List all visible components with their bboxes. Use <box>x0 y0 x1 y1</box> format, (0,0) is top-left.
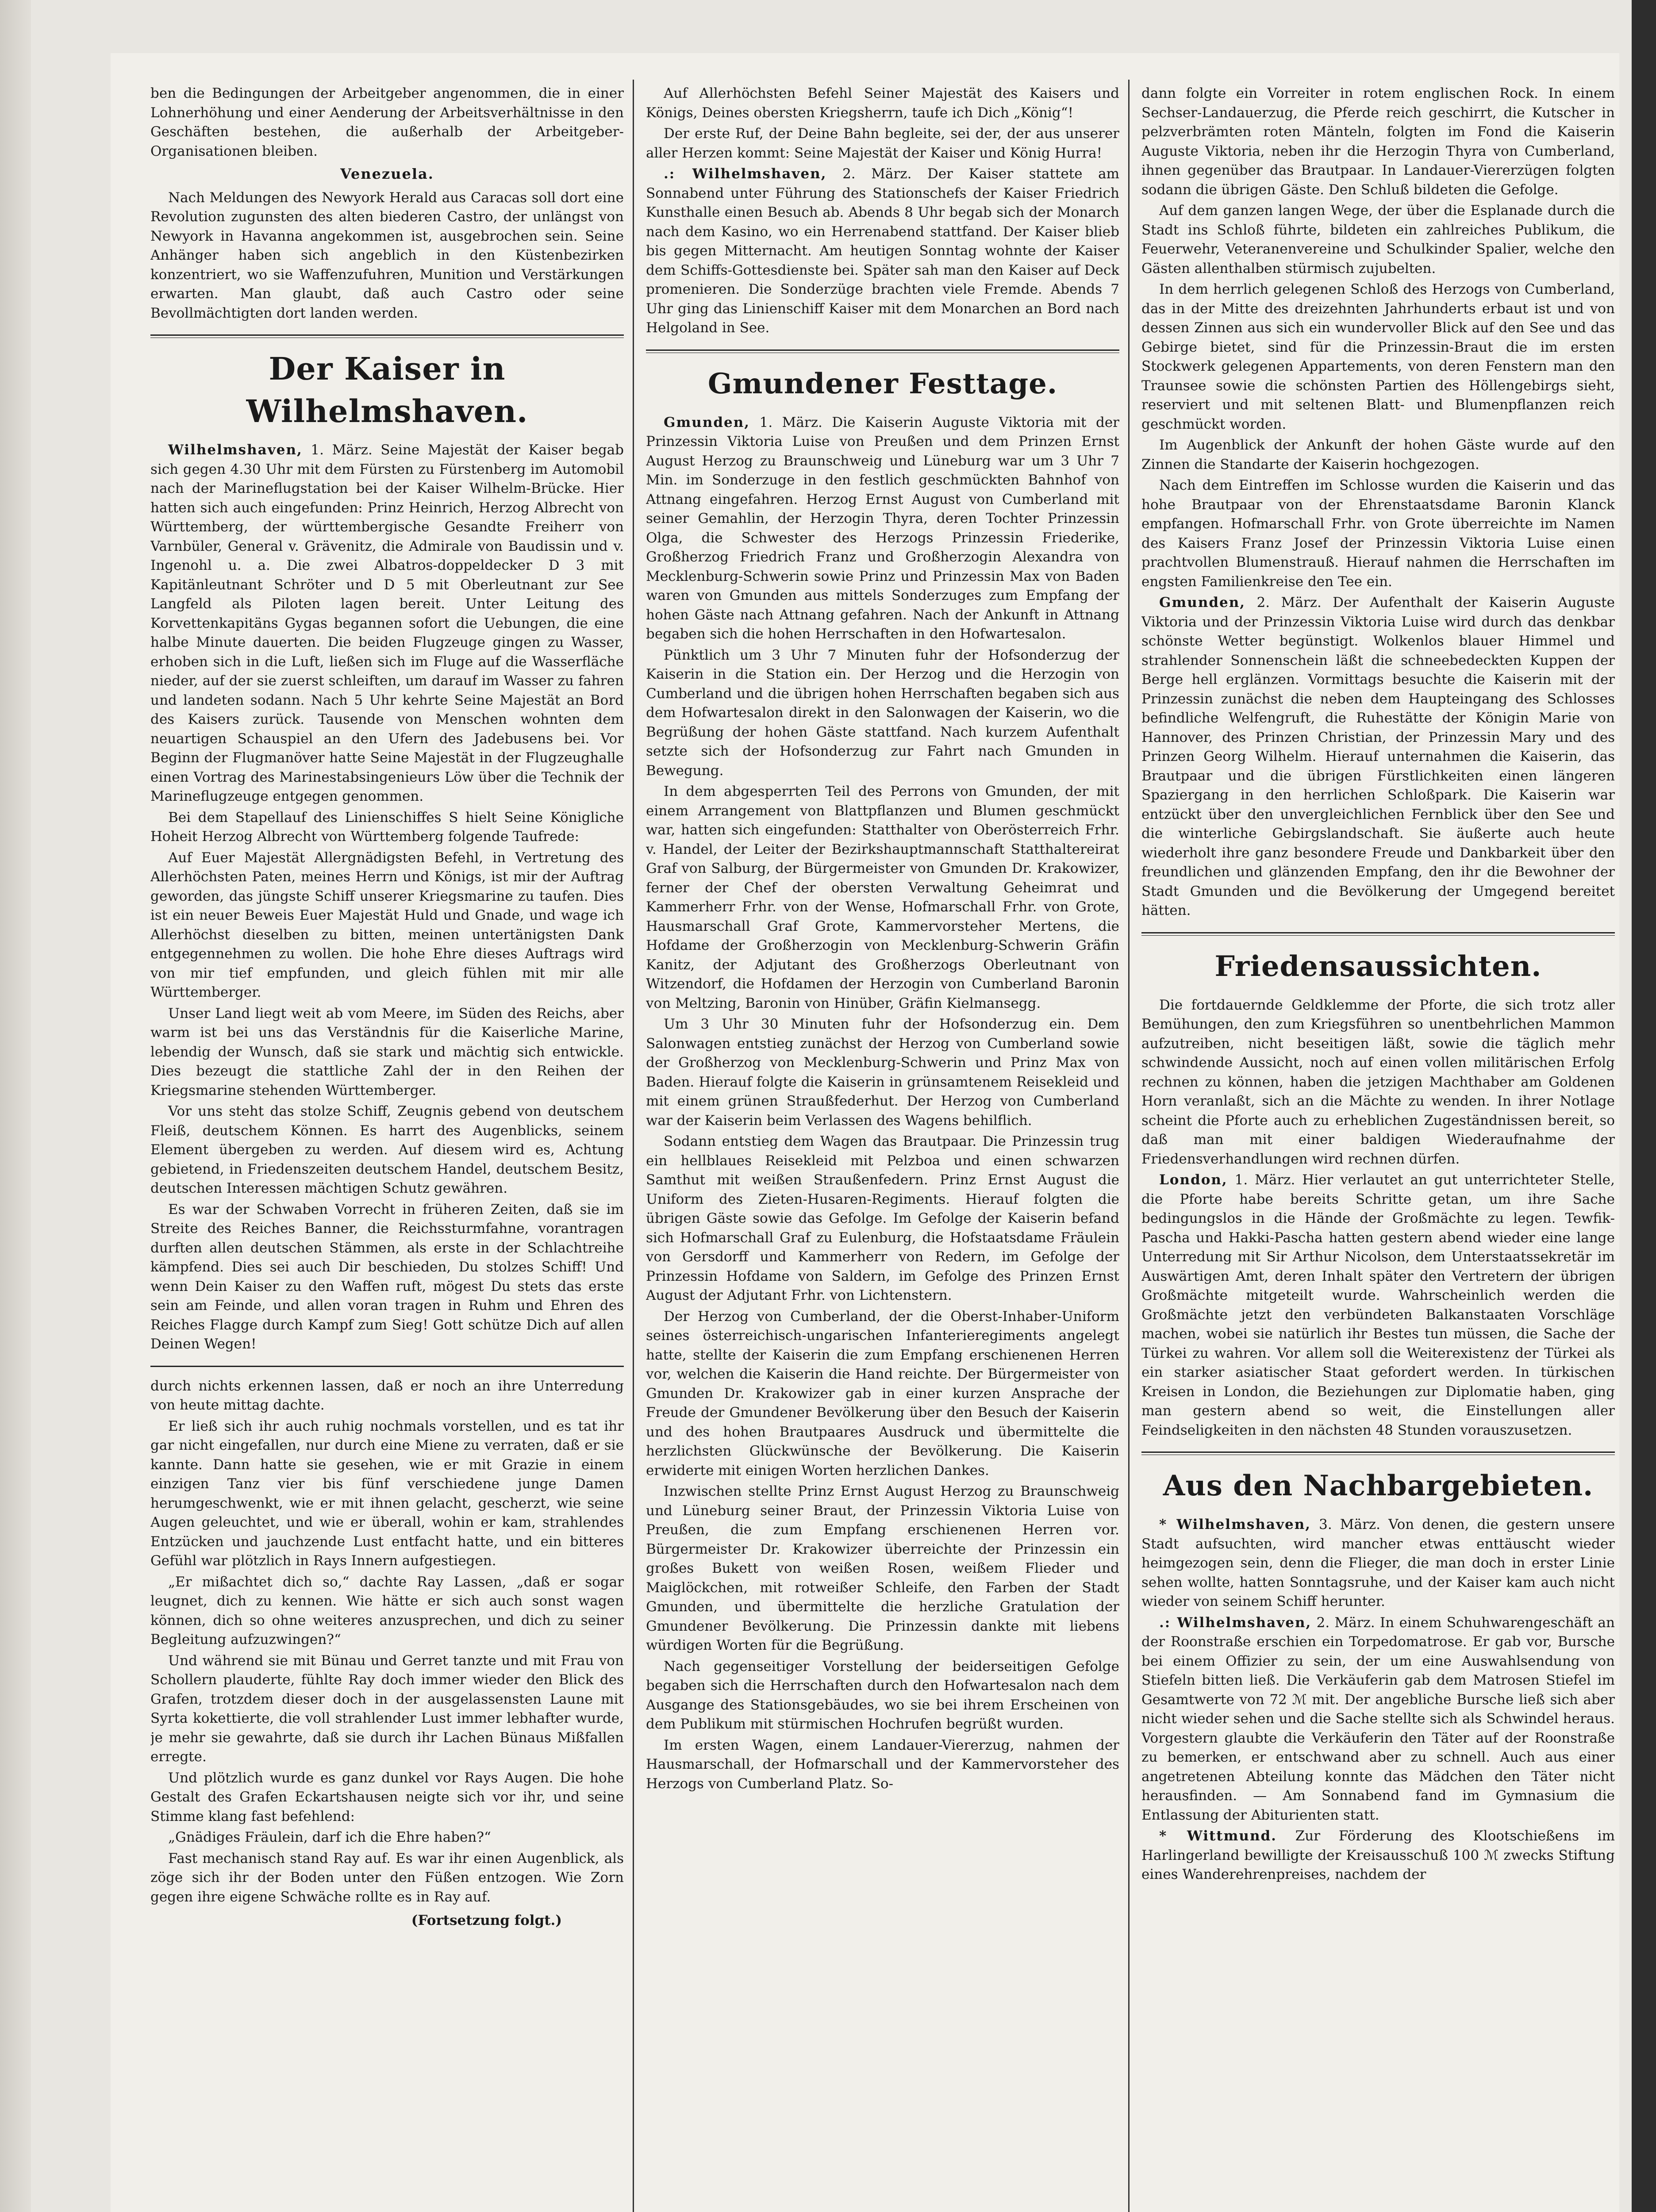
headline-kaiser-in-wilhelmshaven: Der Kaiser in Wilhelmshaven. <box>246 350 528 430</box>
dateline: .: Wilhelmshaven, <box>664 166 827 182</box>
paragraph: Bei dem Stapellauf des Linienschiffes S hielt Seine Königliche Hoheit Herzog Albrecht von Württemberg folgende Taufrede: <box>150 809 624 845</box>
section-subhead-venezuela: Venezuela. <box>340 165 434 182</box>
paragraph: Gmunden, 1. März. Die Kaiserin Auguste Viktoria mit der Prinzessin Viktoria Luise von Preußen und dem Prinzen Ernst August Herzog zu Braunschweig und Lüneburg war um 3 Uhr 7 Min. im Sonderzuge in den festlich geschmückten Bahnhof von Attnang eingefahren. Herzog Ernst August von Cumberland mit seiner Gemahlin, der Herzogin Thyra, deren Tochter Prinzessin Olga, die Schwester des Herzogs Prinzessin Friederike, Großherzog Friedrich Franz und Großherzogin Alexandra von Mecklenburg-Schwerin sowie Prinz und Prinzessin Max von Baden waren von Gmunden aus mittels Sonderzuges zum Empfang der hohen Gäste nach Attnang gefahren. Nach der Ankunft in Attnang begaben sich die hohen Herrschaften in den Hofwartesalon. <box>646 414 1119 642</box>
paragraph: Auf Euer Majestät Allergnädigsten Befehl, in Vertretung des Allerhöchsten Paten, meines Herrn und Königs, ist mir der Auftrag geworden, das jüngste Schiff unserer Kriegsmarine zu taufen. Dies ist ein neuer Beweis Euer Majestät Huld und Gnade, und wage ich Allerhöchst dieselben zu bitten, meinen untertänigsten Dank entgegennehmen zu wollen. Die hohe Ehre dieses Auftrags wird von mir tief empfunden, und gleich fühlen mit mir alle Württemberger. <box>150 849 624 1000</box>
paragraph: dann folgte ein Vorreiter in rotem englischen Rock. In einem Sechser-Landauerzug, die Pferde reich geschirrt, die Kutscher in pelzverbrämten roten Mänteln, folgten im Fond die Kaiserin Auguste Viktoria, neben ihr die Herzogin Thyra von Cumberland, ihnen gegenüber das Brautpaar. In Landauer-Viererzügen folgten sodann die übrigen Gäste. Den Schluß bildeten die Gefolge. <box>1141 85 1615 198</box>
paragraph: durch nichts erkennen lassen, daß er noch an ihre Unterredung von heute mittag dachte. <box>150 1378 624 1413</box>
paragraph: Um 3 Uhr 30 Minuten fuhr der Hofsonderzug ein. Dem Salonwagen entstieg zunächst der Herzog von Cumberland sowie der Großherzog von Mecklenburg-Schwerin und Prinz Max von Baden. Hierauf folgte die Kaiserin in grünsamtenem Reisekleid und mit einem grünen Straußfederhut. Der Herzog von Cumberland war der Kaiserin beim Verlassen des Wagens behilflich. <box>646 1016 1119 1129</box>
paragraph: Nach dem Eintreffen im Schlosse wurden die Kaiserin und das hohe Brautpaar von der Ehrenstaatsdame Baronin Klanck empfangen. Hofmarschall Frhr. von Grote überreichte im Namen des Kaisers Franz Josef der Prinzessin Viktoria Luise einen prachtvollen Blumenstrauß. Hierauf nahmen die Herrschaften im engsten Familienkreise den Tee ein. <box>1141 477 1615 590</box>
section-rule <box>646 349 1119 353</box>
newspaper-page <box>111 53 1619 2212</box>
paragraph: In dem herrlich gelegenen Schloß des Herzogs von Cumberland, das in der Mitte des dreizehnten Jahrhunderts erbaut ist und von dessen Zinnen aus sich ein wundervoller Blick auf den See und das Gebirge bietet, sind für die Prinzessin-Braut die im ersten Stockwerk gelegenen Appartements, von deren Fenstern man den Traunsee sowie die schönsten Partien des Höllengebirgs sieht, reserviert und mit seltenen Blatt- und Blumenpflanzen reich geschmückt worden. <box>1141 281 1615 432</box>
paragraph: Wilhelmshaven, 1. März. Seine Majestät der Kaiser begab sich gegen 4.30 Uhr mit dem Fürsten zu Fürstenberg im Automobil nach der Marineflugstation bei der Kaiser Wilhelm-Brücke. Hier hatten sich auch eingefunden: Prinz Heinrich, Herzog Albrecht von Württemberg, der württembergische Gesandte Freiherr von Varnbüler, General v. Grävenitz, die Admirale von Baudissin und v. Ingenohl u. a. Die zwei Albatros-doppeldecker D 3 mit Kapitänleutnant Schröter und D 5 mit Oberleutnant zur See Langfeld als Piloten lagen bereit. Unter Leitung des Korvettenkapitäns Gygas begannen sofort die Uebungen, die eine halbe Minute dauerten. Die beiden Flugzeuge gingen zu Wasser, erhoben sich in die Luft, ließen sich im Fluge auf die Wasserfläche nieder, auf der sie zuerst schleiften, um darauf im Wasser zu fahren und landeten sodann. Nach 5 Uhr kehrte Seine Majestät an Bord des Kaisers zurück. Tausende von Menschen wohnten dem neuartigen Schauspiel an den Ufern des Jadebusens bei. Vor Beginn der Flugmanöver hatte Seine Majestät in der Flugzeughalle einen Vortrag des Marinestabsingenieurs Löw über die Technik der Marineflugzeuge entgegen genommen. <box>150 442 624 804</box>
feuilleton-rule <box>150 1366 624 1367</box>
paragraph: * Wilhelmshaven, 3. März. Von denen, die gestern unsere Stadt aufsuchten, wird mancher etwas enttäuscht wieder heimgezogen sein, denn die Flieger, die man doch in erster Linie sehen wollte, hatten Sonntagsruhe, und der Kaiser kam auch nicht wieder von seinem Schiff herunter. <box>1141 1517 1615 1609</box>
headline-friedensaussichten: Friedensaussichten. <box>1214 949 1542 983</box>
paragraph: In dem abgesperrten Teil des Perrons von Gmunden, der mit einem Arrangement von Blattpflanzen und Blumen geschmückt war, hatten sich eingefunden: Statthalter von Oberösterreich Frhr. v. Handel, der Leiter der Bezirkshauptmannschaft Statthaltereirat Graf von Salburg, der Bürgermeister von Gmunden Dr. Krakowizer, ferner der Chef der obersten Verwaltung Geheimrat und Kammerherr Frhr. von der Wense, Hofmarschall Frhr. von Grote, Hausmarschall Graf Grote, Kammervorsteher Mertens, die Hofdame der Großherzogin von Mecklenburg-Schwerin Gräfin Kanitz, der Adjutant des Großherzogs Oberleutnant von Witzendorf, die Hofdamen der Herzogin von Cumberland Baronin von Meltzing, Baronin von Hinüber, Gräfin Kielmansegg. <box>646 783 1119 1011</box>
paragraph: Der erste Ruf, der Deine Bahn begleite, sei der, der aus unserer aller Herzen kommt: Seine Majestät der Kaiser und König Hurra! <box>646 126 1119 161</box>
paragraph: Im ersten Wagen, einem Landauer-Viererzug, nahmen der Hausmarschall, der Hofmarschall und der Kammervorsteher des Herzogs von Cumberland Platz. So- <box>646 1737 1119 1792</box>
paragraph: Er ließ sich ihr auch ruhig nochmals vorstellen, und es tat ihr gar nicht eingefallen, nur durch eine Miene zu verraten, daß er sie kannte. Dann hatte sie gesehen, wie er mit Grazie in einem einzigen Tanz vier bis fünf verschiedene junge Damen herumgeschwenkt, wie er mit ihnen gelacht, gescherzt, wie seine Augen geleuchtet, und wie er überall, wohin er kam, strahlendes Entzücken und jauchzende Lust entfacht hatte, und ein bitteres Gefühl war plötzlich in Rays Innern aufgestiegen. <box>150 1418 624 1569</box>
paragraph: London, 1. März. Hier verlautet an gut unterrichteter Stelle, die Pforte habe bereits Schritte getan, um ihre Sache bedingungslos in die Hände der Großmächte zu legen. Tewfik-Pascha und Hakki-Pascha hatten gestern abend wieder eine lange Unterredung mit Sir Arthur Nicolson, dem Unterstaatssekretär im Auswärtigen Amt, deren Inhalt später den Vertretern der übrigen Großmächte mitgeteilt wurde. Wahrscheinlich werden die Großmächte jetzt den verbündeten Balkanstaaten Vorschläge machen, wobei sie natürlich ihr Bestes tun müssen, die Sache der Türkei zu wahren. Vor allem soll die Weiterexistenz der Türkei als ein starker asiatischer Staat gefordert werden. In türkischen Kreisen in London, die Beziehungen zur Diplomatie haben, ging man gestern abend so weit, die Einstellungen aller Feindseligkeiten in den nächsten 48 Stunden vorauszusetzen. <box>1141 1172 1615 1438</box>
dateline: Wilhelmshaven, <box>168 442 303 458</box>
paragraph: .: Wilhelmshaven, 2. März. In einem Schuhwarengeschäft an der Roonstraße erschien ein Torpedomatrose. Er gab vor, Bursche bei einem Offizier zu sein, der um eine Auswahlsendung von Stiefeln bitten ließ. Die Verkäuferin gab dem Matrosen Stiefel im Gesamtwerte von 72 ℳ mit. Der angebliche Bursche ließ sich aber nicht wieder sehen und die Sache stellte sich als Schwindel heraus. Vorgestern glaubte die Verkäuferin den Täter auf der Roonstraße zu bemerken, er entschwand aber zu schnell. Auch aus einer angetretenen Abteilung konnte das Mädchen den Täter nicht herausfinden. — Am Sonnabend fand im Gymnasium die Entlassung der Abiturienten statt. <box>1141 1614 1615 1823</box>
paragraph: Der Herzog von Cumberland, der die Oberst-Inhaber-Uniform seines österreichisch-ungarischen Infanterieregiments angelegt hatte, stellte der Kaiserin die zum Empfang erschienenen Herren vor, welchen die Kaiserin die Hand reichte. Der Bürgermeister von Gmunden Dr. Krakowizer gab in einer kurzen Ansprache der Freude der Gmundener Bevölkerung über den Besuch der Kaiserin und des hohen Brautpaares Ausdruck und übermittelte die herzlichsten Glückwünsche der Bevölkerung. Die Kaiserin erwiderte mit einigen Worten herzlichen Dankes. <box>646 1308 1119 1479</box>
dateline: * Wilhelmshaven, <box>1159 1517 1311 1532</box>
paragraph: Und während sie mit Bünau und Gerret tanzte und mit Frau von Schollern plauderte, fühlte Ray doch immer wieder den Blick des Grafen, trotzdem dieser doch in der ausgelassensten Laune mit Syrta kokettierte, die voll strahlender Lust immer lebhafter wurde, je mehr sie gewahrte, daß sie durch ihr Lachen Bünaus Mißfallen erregte. <box>150 1652 624 1765</box>
paragraph: Vor uns steht das stolze Schiff, Zeugnis gebend von deutschem Fleiß, deutschem Können. Es harrt des Augenblicks, seinem Element übergeben zu werden. Auf diesem wird es, Achtung gebietend, in Friedenszeiten deutschem Handel, deutschem Besitz, deutschen Interessen mächtigen Schutz gewähren. <box>150 1103 624 1196</box>
column-divider <box>1128 80 1130 2212</box>
paragraph: * Wittmund. Zur Förderung des Klootschießens im Harlingerland bewilligte der Kreisausschuß 100 ℳ zwecks Stiftung eines Wanderehrenpreises, nachdem der <box>1141 1828 1615 1882</box>
dateline: .: Wilhelmshaven, <box>1159 1614 1312 1631</box>
paragraph: Die fortdauernde Geldklemme der Pforte, die sich trotz aller Bemühungen, den zum Kriegsführen so unentbehrlichen Mammon aufzutreiben, nicht beseitigen läßt, sowie die täglich mehr schwindende Aussicht, noch auf einen vollen militärischen Erfolg rechnen zu können, haben die jetzigen Machthaber am Goldenen Horn veranlaßt, sich an die Mächte zu wenden. In ihrer Notlage scheint die Pforte auch zu erheblichen Zugeständnissen bereit, so daß man mit einer baldigen Wiederaufnahme der Friedensverhandlungen wird rechnen dürfen. <box>1141 997 1615 1167</box>
continuation-note: (Fortsetzung folgt.) <box>411 1912 562 1928</box>
scan-edge <box>1632 0 1656 2212</box>
column-1 <box>150 84 624 2212</box>
column-divider <box>633 80 634 2212</box>
paragraph: Gmunden, 2. März. Der Aufenthalt der Kaiserin Auguste Viktoria und der Prinzessin Viktoria Luise wird durch das denkbar schönste Wetter begünstigt. Wolkenlos blauer Himmel und strahlender Sonnenschein läßt die schneebedeckten Kuppen der Berge hell erglänzen. Vormittags besuchte die Kaiserin mit der Prinzessin zunächst die neben dem Haupteingang des Schlosses befindliche Welfengruft, die Ruhestätte der Königin Marie von Hannover, des Prinzen Christian, der Prinzessin Mary und des Prinzen Georg Wilhelm. Hierauf unternahmen die Kaiserin, das Brautpaar und die übrigen Fürstlichkeiten einen längeren Spaziergang in den herrlichen Schloßpark. Die Kaiserin war entzückt über den unvergleichlichen Fernblick über den See und die winterliche Gebirgslandschaft. Sie äußerte auch heute wiederholt ihre ganz besondere Freude und Dankbarkeit über den freundlichen und glänzenden Empfang, den ihr die Bewohner der Stadt Gmunden und die Bevölkerung der Umgegend bereitet hätten. <box>1141 595 1615 918</box>
section-rule <box>1141 932 1615 936</box>
paragraph: Fast mechanisch stand Ray auf. Es war ihr einen Augenblick, als zöge sich ihr der Boden unter den Füßen entzogen. Wie Zorn gegen ihre eigene Schwäche rollte es in Ray auf. <box>150 1850 624 1905</box>
paragraph: Im Augenblick der Ankunft der hohen Gäste wurde auf den Zinnen die Standarte der Kaiserin hochgezogen. <box>1141 437 1615 472</box>
paragraph: ben die Bedingungen der Arbeitgeber angenommen, die in einer Lohnerhöhung und einer Aenderung der Arbeitsverhältnisse in den Geschäften bestehen, die außerhalb der Arbeitgeber-Organisationen bleiben. <box>150 85 624 159</box>
paragraph: Sodann entstieg dem Wagen das Brautpaar. Die Prinzessin trug ein hellblaues Reisekleid mit Pelzboa und einen schwarzen Samthut mit weißen Straußenfedern. Prinz Ernst August die Uniform des Zieten-Husaren-Regiments. Hierauf folgten die übrigen Gäste sowie das Gefolge. Im Gefolge der Kaiserin befand sich Hofmarschall Graf zu Eulenburg, die Hofstaatsdame Fräulein von Gersdorff und Kammerherr von Redern, im Gefolge der Prinzessin Hofdame von Saldern, im Gefolge des Prinzen Ernst August der Adjutant Frhr. von Lichtenstern. <box>646 1133 1119 1303</box>
paragraph: Und plötzlich wurde es ganz dunkel vor Rays Augen. Die hohe Gestalt des Grafen Eckartshausen neigte sich vor ihr, und seine Stimme klang fast befehlend: <box>150 1770 624 1824</box>
dateline: * Wittmund. <box>1159 1828 1277 1844</box>
headline-aus-den-nachbargebieten: Aus den Nachbargebieten. <box>1163 1469 1594 1502</box>
paragraph: Nach gegenseitiger Vorstellung der beiderseitigen Gefolge begaben sich die Herrschaften durch den Hofwartesalon nach dem Ausgange des Stationsgebäudes, wo sie bei ihrem Erscheinen von dem Publikum mit stürmischen Hochrufen begrüßt wurden. <box>646 1658 1119 1732</box>
paragraph: Pünktlich um 3 Uhr 7 Minuten fuhr der Hofsonderzug der Kaiserin in die Station ein. Der Herzog und die Herzogin von Cumberland und die übrigen hohen Herrschaften begaben sich aus dem Hofwartesalon direkt in den Salonwagen der Kaiserin, wo die Begrüßung der hohen Gäste stattfand. Nach kurzem Aufenthalt setzte sich der Hofsonderzug zur Fahrt nach Gmunden in Bewegung. <box>646 647 1119 779</box>
paragraph: „Er mißachtet dich so,“ dachte Ray Lassen, „daß er sogar leugnet, dich zu kennen. Wie hätte er sich auch sonst wagen können, dich so ohne weiteres anzusprechen, und dich zu seiner Begleitung aufzuzwingen?“ <box>150 1574 624 1647</box>
binding-shadow <box>0 0 31 2212</box>
paragraph: Inzwischen stellte Prinz Ernst August Herzog zu Braunschweig und Lüneburg seiner Braut, der Prinzessin Viktoria Luise von Preußen, die zum Empfang erschienenen Herren vor. Bürgermeister Dr. Krakowizer überreichte der Prinzessin ein großes Bukett von weißen Rosen, weißem Flieder und Maiglöckchen, mit rotweißer Schleife, den Farben der Stadt Gmunden, und übermittelte die herzliche Gratulation der Gmundener Bevölkerung. Die Prinzessin dankte mit liebens würdigen Worten für die Begrüßung. <box>646 1483 1119 1653</box>
headline-gmundener-festtage: Gmundener Festtage. <box>707 367 1058 400</box>
paragraph: „Gnädiges Fräulein, darf ich die Ehre haben?“ <box>168 1829 491 1845</box>
dateline: Gmunden, <box>664 414 750 430</box>
paragraph: Nach Meldungen des Newyork Herald aus Caracas soll dort eine Revolution zugunsten des alten biederen Castro, der unlängst von Newyork in Havanna angekommen ist, ausgebrochen sein. Seine Anhänger haben sich angeblich in den Küstenbezirken konzentriert, wo sie Waffenzufuhren, Munition und Verstärkungen erwarten. Man glaubt, daß auch Castro oder seine Bevollmächtigten dort landen werden. <box>150 189 624 321</box>
column-2 <box>646 84 1119 2212</box>
paragraph: .: Wilhelmshaven, 2. März. Der Kaiser stattete am Sonnabend unter Führung des Stationschefs der Kaiser Friedrich Kunsthalle einen Besuch ab. Abends 8 Uhr begab sich der Monarch nach dem Kasino, wo ein Herrenabend stattfand. Der Kaiser blieb bis gegen Mitternacht. Am heutigen Sonntag wohnte der Kaiser dem Schiffs-Gottesdienste bei. Später sah man den Kaiser auf Deck promenieren. Die Sonderzüge brachten viele Fremde. Abends 7 Uhr ging das Linienschiff Kaiser mit dem Monarchen an Bord nach Helgoland in See. <box>646 166 1119 336</box>
paragraph: Auf Allerhöchsten Befehl Seiner Majestät des Kaisers und Königs, Deines obersten Kriegsherrn, taufe ich Dich „König“! <box>646 85 1119 121</box>
dateline: Gmunden, <box>1159 595 1246 611</box>
section-rule <box>150 334 624 338</box>
paragraph: Auf dem ganzen langen Wege, der über die Esplanade durch die Stadt ins Schloß führte, bildeten ein zahlreiches Publikum, die Feuerwehr, Veteranenvereine und Schulkinder Spalier, welche den Gästen allenthalben stürmisch zujubelten. <box>1141 203 1615 276</box>
paragraph: Es war der Schwaben Vorrecht in früheren Zeiten, daß sie im Streite des Reiches Banner, die Reichssturmfahne, vorantragen durften allen deutschen Stämmen, als erste in der Schlachtreihe kämpfend. Dies sei auch Dir beschieden, Du stolzes Schiff! Und wenn Dein Kaiser zu den Waffen ruft, mögest Du stets das erste sein am Feinde, und allen voran tragen in Ruhm und Ehren des Reiches Flagge durch Kampf zum Sieg! Gott schütze Dich auf allen Deinen Wegen! <box>150 1201 624 1352</box>
dateline: London, <box>1159 1172 1228 1188</box>
section-rule <box>1141 1452 1615 1455</box>
column-3 <box>1141 84 1615 2212</box>
paragraph: Unser Land liegt weit ab vom Meere, im Süden des Reichs, aber warm ist bei uns das Verständnis für die Kaiserliche Marine, lebendig der Wunsch, daß sie stark und mächtig sich entwickle. Dies bezeugt die stattliche Zahl der in den Reihen der Kriegsmarine stehenden Württemberger. <box>150 1005 624 1098</box>
